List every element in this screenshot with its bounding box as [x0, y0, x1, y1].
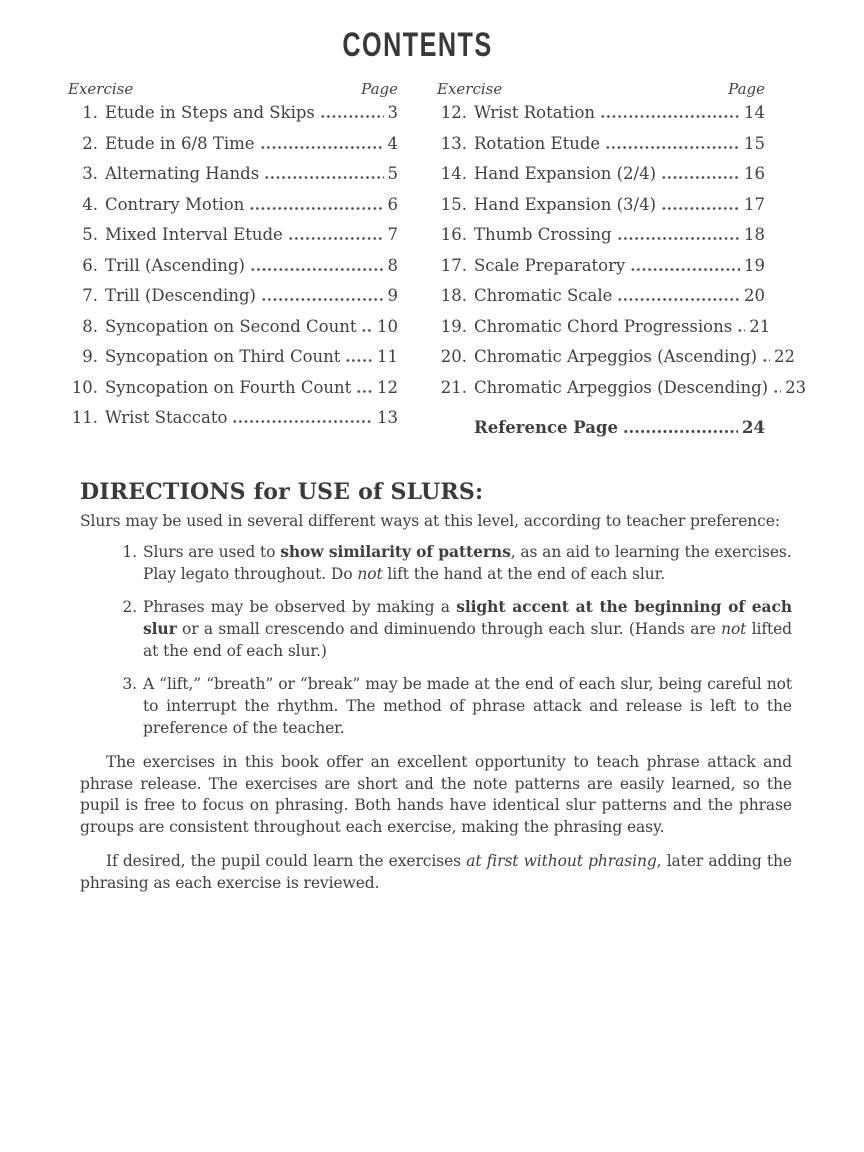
text-segment: Phrases may be observed by making a: [143, 598, 457, 616]
text-segment: slight accent at the beginning of each slur: [143, 597, 792, 638]
toc-entry-number: 7.: [82, 286, 98, 305]
text-segment: Slurs are used to: [143, 543, 281, 561]
directions-intro: Slurs may be used in several different ways at this level, according to teacher preference:: [80, 511, 780, 530]
page-header-label: Page: [361, 80, 398, 98]
toc-entry-number: 10.: [71, 377, 98, 397]
toc-entry-row: [437, 134, 765, 165]
toc-entry-page: 3: [387, 103, 398, 122]
toc-dotted-leader: [356, 390, 373, 393]
body-paragraph: [80, 851, 792, 894]
directions-list-item: [80, 673, 792, 739]
text-segment: Play legato throughout. Do: [143, 565, 358, 583]
text-segment: show similarity of patterns: [280, 542, 511, 561]
toc-entry-number: 15.: [440, 194, 467, 214]
text-segment: If desired, the pupil could learn the exercises: [106, 852, 467, 870]
toc-dotted-leader: [605, 146, 740, 149]
toc-entry-title: Wrist Staccato: [105, 408, 228, 427]
list-item-number: 2.: [122, 598, 137, 616]
toc-entry-number: 1.: [82, 103, 98, 122]
toc-entry-number: 17.: [440, 255, 467, 275]
toc-dotted-leader: [345, 359, 373, 362]
toc-entry-title: Hand Expansion (3/4): [474, 194, 657, 214]
directions-heading: DIRECTIONS for USE of SLURS:: [80, 478, 484, 505]
toc-entry-row: [437, 316, 771, 348]
toc-dotted-leader: [261, 298, 384, 301]
toc-entry-page: 20: [744, 286, 765, 305]
toc-entry-title: Syncopation on Fourth Count: [105, 377, 352, 397]
toc-entry-row: [68, 134, 398, 165]
toc-entry-title: Scale Preparatory: [474, 255, 626, 275]
toc-entry-page: 8: [387, 255, 398, 275]
text-segment: , later adding the phrasing as each exercise is reviewed.: [80, 852, 793, 892]
toc-entry-page: 10: [377, 316, 398, 336]
toc-dotted-leader: [320, 115, 384, 118]
toc-entry-number: 4.: [82, 194, 98, 214]
text-segment: The exercises in this book offer an excellent opportunity to teach phrase attack and phrase release. The exercises are short and the note patterns are easily learned, so the pupil is free to focus on phrasing. Both hands have identical slur patterns and the phrase groups are consistent throughout each exercise, making the phrasing easy.: [80, 753, 792, 836]
toc-dotted-leader: [361, 329, 373, 332]
toc-entry-row: [437, 164, 765, 195]
toc-entry-title: Trill (Descending): [105, 286, 256, 305]
toc-dotted-leader: [617, 237, 740, 240]
text-segment: lifted at the end of each slur.): [143, 620, 793, 660]
toc-entry-number: 19.: [440, 316, 467, 336]
toc-entry-title: Etude in 6/8 Time: [105, 133, 255, 153]
toc-dotted-leader: [264, 176, 383, 179]
toc-entry-row: [437, 256, 765, 287]
toc-entry-row: [68, 164, 398, 195]
toc-entry-title: Contrary Motion: [105, 194, 245, 214]
toc-left-column: [68, 80, 398, 449]
toc-entry-page: 18: [744, 225, 765, 244]
toc-entry-page: 14: [744, 103, 765, 122]
text-segment: lift the hand at the end of each slur.: [382, 565, 666, 583]
toc-entry-number: 16.: [440, 225, 467, 244]
toc-entry-page: 5: [387, 164, 398, 183]
list-item-number: 3.: [122, 675, 137, 693]
toc-entry-row: [68, 103, 398, 134]
list-item-number: 1.: [122, 543, 137, 561]
toc-dotted-leader: [617, 298, 740, 301]
toc-entry-title: Chromatic Arpeggios (Descending): [474, 377, 769, 397]
exercise-header-label: Exercise: [437, 80, 503, 98]
toc-entry-row: [68, 256, 398, 287]
toc-entry-page: 24: [742, 418, 765, 437]
exercise-header-label: Exercise: [68, 80, 134, 98]
toc-column-header: [437, 80, 765, 98]
toc-entry-page: 15: [744, 133, 765, 153]
toc-entry-row: [437, 347, 796, 378]
directions-list-item: [80, 541, 792, 585]
toc-dotted-leader: [600, 115, 740, 118]
toc-entry-title: Hand Expansion (2/4): [474, 164, 657, 183]
toc-entry-page: 11: [377, 347, 398, 366]
list-item-text: [143, 541, 792, 585]
toc-dotted-leader: [630, 268, 740, 271]
toc-entry-title: Syncopation on Second Count: [105, 316, 357, 336]
list-item-text: [143, 673, 792, 739]
toc-entry-row: [68, 378, 398, 409]
toc-entry-number: 14.: [440, 164, 467, 183]
page-title-text: CONTENTS: [341, 26, 493, 64]
toc-entry-title: Alternating Hands: [105, 164, 260, 183]
toc-entry-title: Thumb Crossing: [474, 225, 612, 244]
toc-entry-page: 7: [387, 225, 398, 244]
toc-entry-number: 11.: [71, 408, 98, 427]
toc-dotted-leader: [250, 268, 384, 271]
toc-dotted-leader: [762, 359, 770, 362]
toc-reference-row: [437, 418, 765, 449]
toc-dotted-leader: [260, 146, 384, 149]
toc-entry-number: 3.: [82, 164, 98, 183]
toc-entry-title: Reference Page: [474, 418, 618, 437]
toc-dotted-leader: [623, 430, 738, 433]
directions-list: [80, 541, 792, 739]
toc-dotted-leader: [249, 207, 383, 210]
toc-entry-page: 4: [387, 133, 398, 153]
toc-entry-number: 12.: [440, 103, 467, 122]
body-paragraph: [80, 752, 792, 838]
toc-entry-number: 5.: [82, 225, 98, 244]
toc-entry-number: 13.: [440, 133, 467, 153]
toc-entry-number: 8.: [82, 316, 98, 336]
toc-entry-title: Chromatic Arpeggios (Ascending): [474, 347, 758, 366]
toc-entry-page: 21: [749, 316, 771, 336]
toc-entry-page: 16: [744, 164, 765, 183]
toc-entry-title: Etude in Steps and Skips: [105, 103, 315, 122]
directions-section: [80, 479, 792, 895]
toc-right-column: [437, 80, 807, 449]
list-item-text: [143, 596, 792, 662]
toc-dotted-leader: [232, 420, 373, 423]
text-segment: not: [357, 565, 383, 583]
toc-entry-page: 19: [744, 255, 765, 275]
toc-entry-page: 12: [377, 377, 398, 397]
toc-entry-number: 21.: [440, 377, 467, 397]
toc-entry-title: Rotation Etude: [474, 133, 601, 153]
toc-entry-row: [437, 225, 765, 256]
toc-entry-row: [68, 347, 398, 378]
toc-entry-title: Wrist Rotation: [474, 103, 596, 122]
toc-entry-title: Mixed Interval Etude: [105, 225, 283, 244]
toc-entry-page: 22: [774, 347, 796, 366]
toc-entry-number: 9.: [82, 347, 98, 366]
toc-entry-row: [68, 317, 398, 348]
text-segment: at first without phrasing: [466, 852, 657, 870]
toc-dotted-leader: [737, 329, 745, 332]
table-of-contents: [68, 80, 864, 449]
toc-entry-title: Syncopation on Third Count: [105, 347, 341, 366]
toc-entry-title: Trill (Ascending): [105, 255, 245, 275]
toc-entry-row: [68, 408, 398, 439]
toc-entry-title: Chromatic Scale: [474, 286, 613, 305]
toc-entry-page: 23: [785, 377, 807, 397]
toc-entry-row: [437, 103, 765, 134]
toc-entry-row: [68, 286, 398, 317]
toc-entry-number: 20.: [440, 347, 467, 366]
toc-entry-number: 18.: [440, 286, 467, 305]
toc-dotted-leader: [773, 390, 781, 393]
toc-dotted-leader: [661, 207, 740, 210]
toc-entry-row: [437, 377, 807, 409]
toc-entry-number: 6.: [82, 255, 98, 275]
toc-entry-page: 17: [744, 194, 765, 214]
toc-entry-page: 13: [377, 408, 398, 427]
toc-entry-row: [437, 195, 765, 226]
text-segment: , as an aid to learning the exercises.: [510, 543, 792, 561]
toc-entry-row: [68, 195, 398, 226]
text-segment: A “lift,” “breath” or “break” may be made at the end of each slur, being careful not to interrupt the rhythm. The method of phrase attack and release is left to the preference of the teacher.: [143, 675, 792, 737]
page-title: [0, 28, 834, 62]
toc-entry-number: 2.: [82, 133, 98, 153]
page-header-label: Page: [728, 80, 765, 98]
toc-column-header: [68, 80, 398, 98]
text-segment: not: [721, 620, 747, 638]
toc-entry-page: 6: [387, 194, 398, 214]
toc-entry-page: 9: [387, 286, 398, 305]
directions-list-item: [80, 596, 792, 662]
toc-dotted-leader: [288, 237, 384, 240]
toc-entry-row: [437, 286, 765, 317]
toc-entry-title: Chromatic Chord Progressions: [474, 316, 733, 336]
toc-entry-row: [68, 225, 398, 256]
text-segment: or a small crescendo and diminuendo through each slur. (Hands are: [176, 620, 722, 638]
toc-dotted-leader: [661, 176, 740, 179]
